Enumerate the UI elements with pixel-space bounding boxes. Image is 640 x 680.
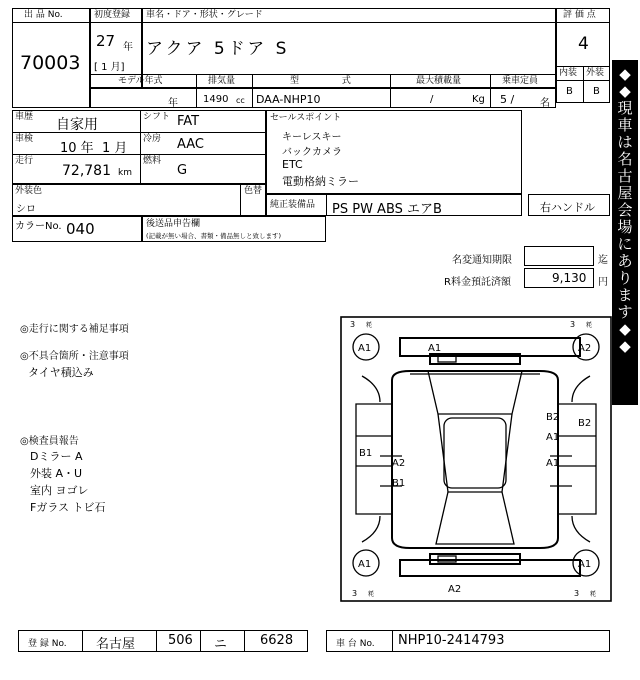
sales-point-item: 電動格納ミラー [282,175,359,188]
first-registration-label: 初度登録 [94,10,131,20]
venue-notice-banner [612,60,638,405]
mileage-value: 72,781 [62,163,111,179]
tread-unit: 粍 [368,591,375,598]
documents-note: (記載が無い場合、書類・備品無しと致します) [146,232,282,240]
name-change-suffix: 迄 [598,255,608,266]
mileage-label: 走行 [15,156,34,166]
notice-char: 屋 [617,184,633,202]
tread-front-right: 3 [570,320,576,329]
wheel-fl-mark: A1 [358,343,372,354]
ext-color-value: シロ [16,204,36,215]
steering-value: 右ハンドル [540,201,595,214]
name-change-label: 名変通知期限 [452,255,512,266]
tread-unit: 粍 [590,591,597,598]
sales-point-item: キーレスキー [282,132,342,143]
car-name-label: 車名・ドア・形状・グレード [146,10,263,20]
max-load-label: 最大積載量 [416,76,462,86]
right-fender-mark: B2 [578,418,592,429]
shift-value: FAT [177,114,200,129]
notice-char: ま [617,286,633,304]
displacement-unit: cc [236,96,245,105]
lot-label: 出 品 No. [24,10,63,20]
defect-note-item: タイヤ積込み [28,366,94,379]
color-number-value: 040 [66,220,95,238]
tread-unit: 粍 [366,322,373,329]
notice-char: 会 [617,201,633,219]
recycle-fee-unit: 円 [598,277,608,288]
fuel-value: G [177,163,188,178]
exterior-label: 外装 [586,68,605,78]
standard-equipment-label: 純正装備品 [270,200,316,210]
registration-number: 6628 [260,633,294,648]
standard-equipment-value: PS PW ABS エアB [332,202,442,217]
max-load-separator: / [430,94,434,105]
score-value: 4 [578,34,589,54]
inspector-report-title: ◎検査員報告 [20,436,79,447]
mileage-unit: km [118,168,132,178]
exterior-grade: B [593,86,600,97]
fuel-label: 燃料 [143,156,162,166]
name-change-box [524,246,594,266]
left-rear-door-mark: A2 [392,458,406,469]
notice-char: 現 [617,99,633,117]
capacity-unit: 名 [540,98,550,109]
displacement-value: 1490 [203,94,229,105]
interior-grade: B [566,86,573,97]
notice-char: 名 [617,150,633,168]
diamond-icon: ◆ [619,320,631,338]
notice-char: 場 [617,218,633,236]
registration-city: 名古屋 [96,637,136,652]
notice-char: は [617,133,633,151]
diamond-icon: ◆ [619,337,631,355]
registration-label: 登 録 No. [28,639,67,649]
right-front-door-mark: A1 [546,432,560,443]
inspector-report-item: Fガラス トビ石 [30,501,106,514]
model-year-unit: 年 [168,98,178,109]
right-rear-door-mark: A1 [546,458,560,469]
notice-char: あ [617,252,633,270]
inspector-report-item: Dミラー A [30,450,83,463]
first-reg-year: 27 [96,32,116,50]
tread-rear-right: 3 [574,589,580,598]
registration-class: 506 [168,633,193,648]
notice-char: す [617,303,633,321]
ac-label: 冷房 [143,134,162,144]
notice-char: 古 [617,167,633,185]
details-box [12,110,266,184]
car-damage-diagram [340,316,612,602]
car-name: アクア 5ドア S [146,39,290,59]
history-label: 車歴 [15,112,34,122]
inspection-value: 10 年 1 月 [60,141,128,156]
defect-notes-title: ◎不具合箇所・注意事項 [20,351,129,362]
tread-unit: 粍 [586,322,593,329]
notice-char: り [617,269,633,287]
wheel-rl-mark: A1 [358,559,372,570]
tread-front-left: 3 [350,320,356,329]
inspector-report-item: 室内 ヨゴレ [30,484,89,497]
max-load-unit: Kg [472,94,485,105]
history-value: 自家用 [56,117,98,133]
right-front-door-mark: B2 [546,412,560,423]
first-reg-year-unit: 年 [123,42,133,53]
lot-number: 70003 [20,52,81,74]
left-rear-door-mark: B1 [392,478,406,489]
registration-kana: ニ [214,637,228,652]
type-value: DAA-NHP10 [256,93,321,106]
ac-value: AAC [177,137,204,152]
recycle-fee-value: 9,130 [552,271,587,285]
inspection-label: 車検 [15,134,34,144]
score-label: 評 価 点 [563,10,596,20]
chassis-number-value: NHP10-2414793 [398,633,505,648]
sales-points-label: セールスポイント [270,113,342,123]
left-door-mark: B1 [359,448,373,459]
wheel-fr-mark: A2 [578,343,592,354]
sales-point-item: ETC [282,158,303,171]
tread-rear-left: 3 [352,589,358,598]
chassis-number-label: 車 台 No. [336,639,375,649]
shift-label: シフト [143,112,171,122]
diamond-icon: ◆ [619,65,631,83]
ext-color-box [12,184,266,216]
displacement-label: 排気量 [208,76,236,86]
model-year-label: モデル年式 [118,76,163,86]
capacity-value: 5 / [500,93,515,106]
documents-label: 後送品申告欄 [146,219,201,229]
interior-label: 内装 [559,68,578,78]
front-bumper-mark: A1 [428,343,442,354]
driving-notes-title: ◎走行に関する補足事項 [20,324,129,335]
notice-char: 車 [617,116,633,134]
color-change-label: 色替 [244,186,263,196]
recycle-fee-label: R料金預託済額 [444,277,511,288]
notice-char: に [617,235,633,253]
inspector-report-item: 外装 A・U [30,467,83,480]
type-label: 型 式 [290,76,351,86]
ext-color-label: 外装色 [15,186,43,196]
first-reg-month: [ 1 月] [94,62,125,73]
diamond-icon: ◆ [619,82,631,100]
sales-point-item: バックカメラ [282,147,342,158]
capacity-label: 乗車定員 [502,76,539,86]
color-number-label: カラーNo. [15,221,62,232]
wheel-rr-mark: A1 [578,559,592,570]
rear-bumper-mark: A2 [448,584,462,595]
